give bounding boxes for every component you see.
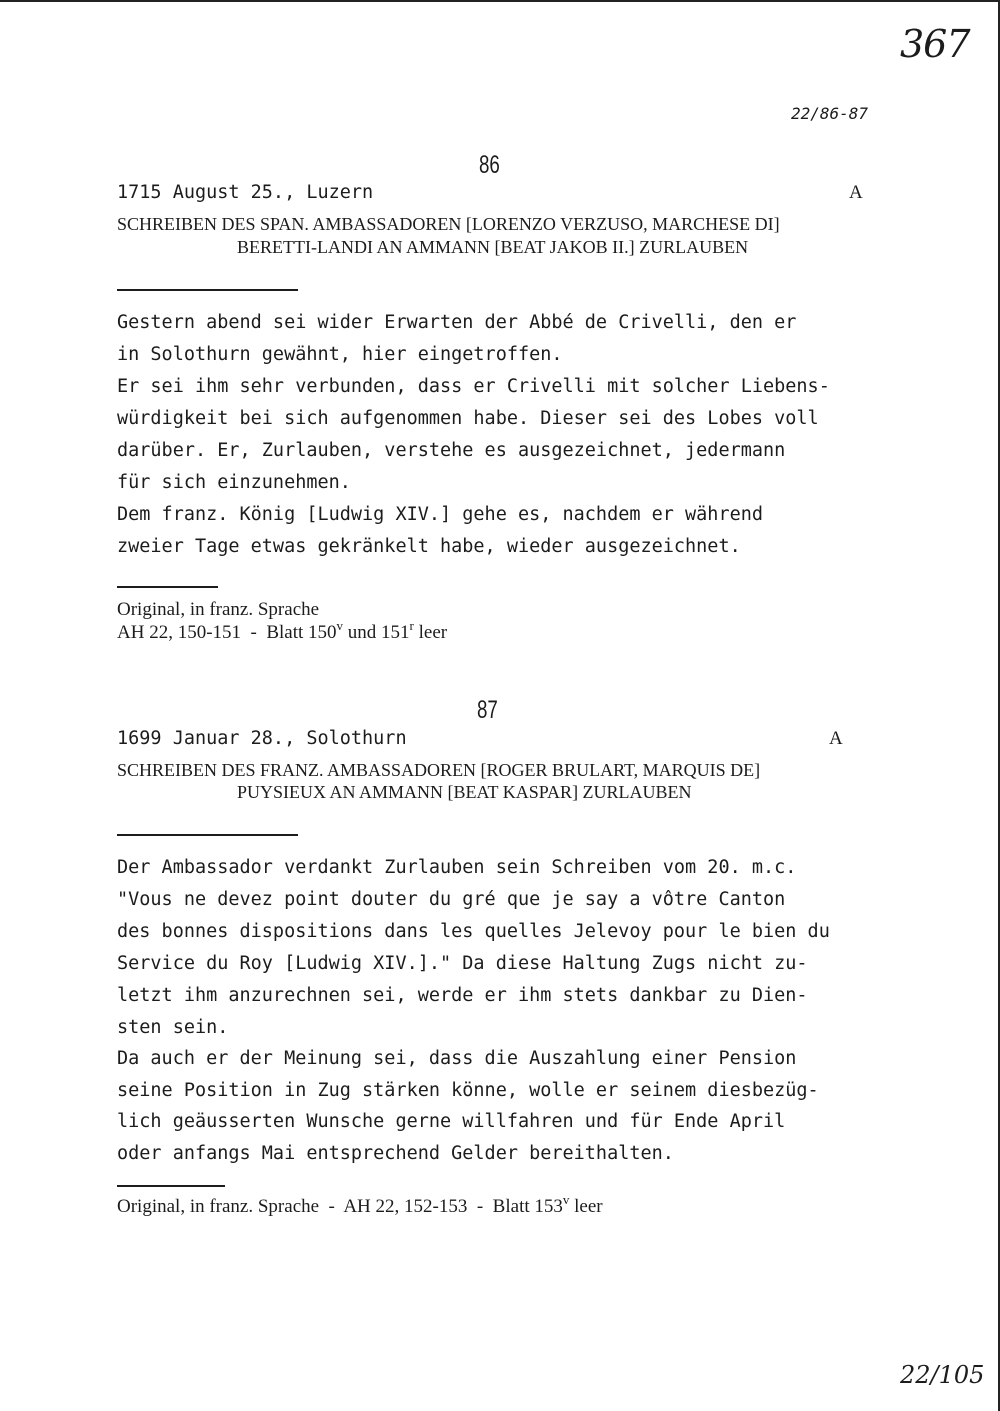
document-number: 87 (477, 696, 498, 724)
body-line: seine Position in Zug stärken könne, wolle er seinem diesbezüg- (117, 1080, 819, 1101)
heading-line-2: BERETTI-LANDI AN AMMANN [BEAT JAKOB II.] ZURLAUBEN (237, 237, 749, 257)
verso-superscript: v (562, 1192, 570, 1207)
body-line: Dem franz. König [Ludwig XIV.] gehe es, nachdem er während (117, 504, 764, 525)
heading-line-1: SCHREIBEN DES FRANZ. AMBASSADOREN [ROGER BRULART, MARQUIS DE] (117, 760, 761, 780)
body-line: Der Ambassador verdankt Zurlauben sein Schreiben vom 20. m.c. (117, 857, 797, 878)
body-line: für sich einzunehmen. (117, 472, 351, 493)
heading-divider (117, 289, 298, 291)
source-text: leer (569, 1196, 603, 1217)
source-text: Original, in franz. Sprache - AH 22, 152-153 - Blatt 153 (117, 1196, 563, 1217)
verso-superscript: v (336, 618, 344, 633)
body-line: Gestern abend sei wider Erwarten der Abbé de Crivelli, den er (117, 312, 797, 333)
body-line: Er sei ihm sehr verbunden, dass er Crivelli mit solcher Liebens- (117, 376, 830, 397)
source-text: AH 22, 150-151 - Blatt 150 (117, 622, 337, 643)
document-type-badge: A (829, 728, 843, 749)
source-note-line (117, 1192, 603, 1218)
body-line: oder anfangs Mai entsprechend Gelder bereithalten. (117, 1143, 674, 1164)
recto-superscript: r (409, 618, 414, 633)
body-line: sten sein. (117, 1017, 229, 1038)
document-type-badge: A (849, 182, 863, 203)
folio-mark-handwritten: 22/105 (900, 1361, 985, 1389)
heading-line-2: PUYSIEUX AN AMMANN [BEAT KASPAR] ZURLAUBEN (237, 782, 692, 802)
heading-line-1: SCHREIBEN DES SPAN. AMBASSADOREN [LORENZO VERZUSO, MARCHESE DI] (117, 214, 780, 234)
source-divider (117, 1185, 225, 1187)
source-text: und 151 (343, 622, 410, 643)
date-place: 1715 August 25., Luzern (117, 182, 374, 203)
body-line: zweier Tage etwas gekränkelt habe, wieder ausgezeichnet. (117, 536, 741, 557)
heading-divider (117, 834, 298, 836)
source-divider (117, 586, 218, 588)
page-range-label: 22/86-87 (791, 104, 869, 123)
body-line: lich geäusserten Wunsche gerne willfahren und für Ende April (117, 1111, 786, 1132)
body-line: letzt ihm anzurechnen sei, werde er ihm stets dankbar zu Dien- (117, 985, 808, 1006)
body-line: in Solothurn gewähnt, hier eingetroffen. (117, 344, 563, 365)
archive-number-handwritten: 367 (900, 22, 970, 66)
document-number: 86 (479, 151, 500, 179)
source-note-line-2 (117, 618, 448, 644)
body-line: würdigkeit bei sich aufgenommen habe. Dieser sei des Lobes voll (117, 408, 819, 429)
body-line: Service du Roy [Ludwig XIV.]." Da diese Haltung Zugs nicht zu- (117, 953, 808, 974)
body-line: Da auch er der Meinung sei, dass die Auszahlung einer Pension (117, 1048, 797, 1069)
source-text: leer (413, 622, 448, 643)
body-line: "Vous ne devez point douter du gré que je say a vôtre Canton (117, 889, 786, 910)
body-line: des bonnes dispositions dans les quelles Jelevoy pour le bien du (117, 921, 830, 942)
source-note-line-1: Original, in franz. Sprache (117, 599, 320, 620)
date-place: 1699 Januar 28., Solothurn (117, 728, 407, 749)
scan-border-top (0, 0, 1000, 2)
body-line: darüber. Er, Zurlauben, verstehe es ausgezeichnet, jedermann (117, 440, 786, 461)
